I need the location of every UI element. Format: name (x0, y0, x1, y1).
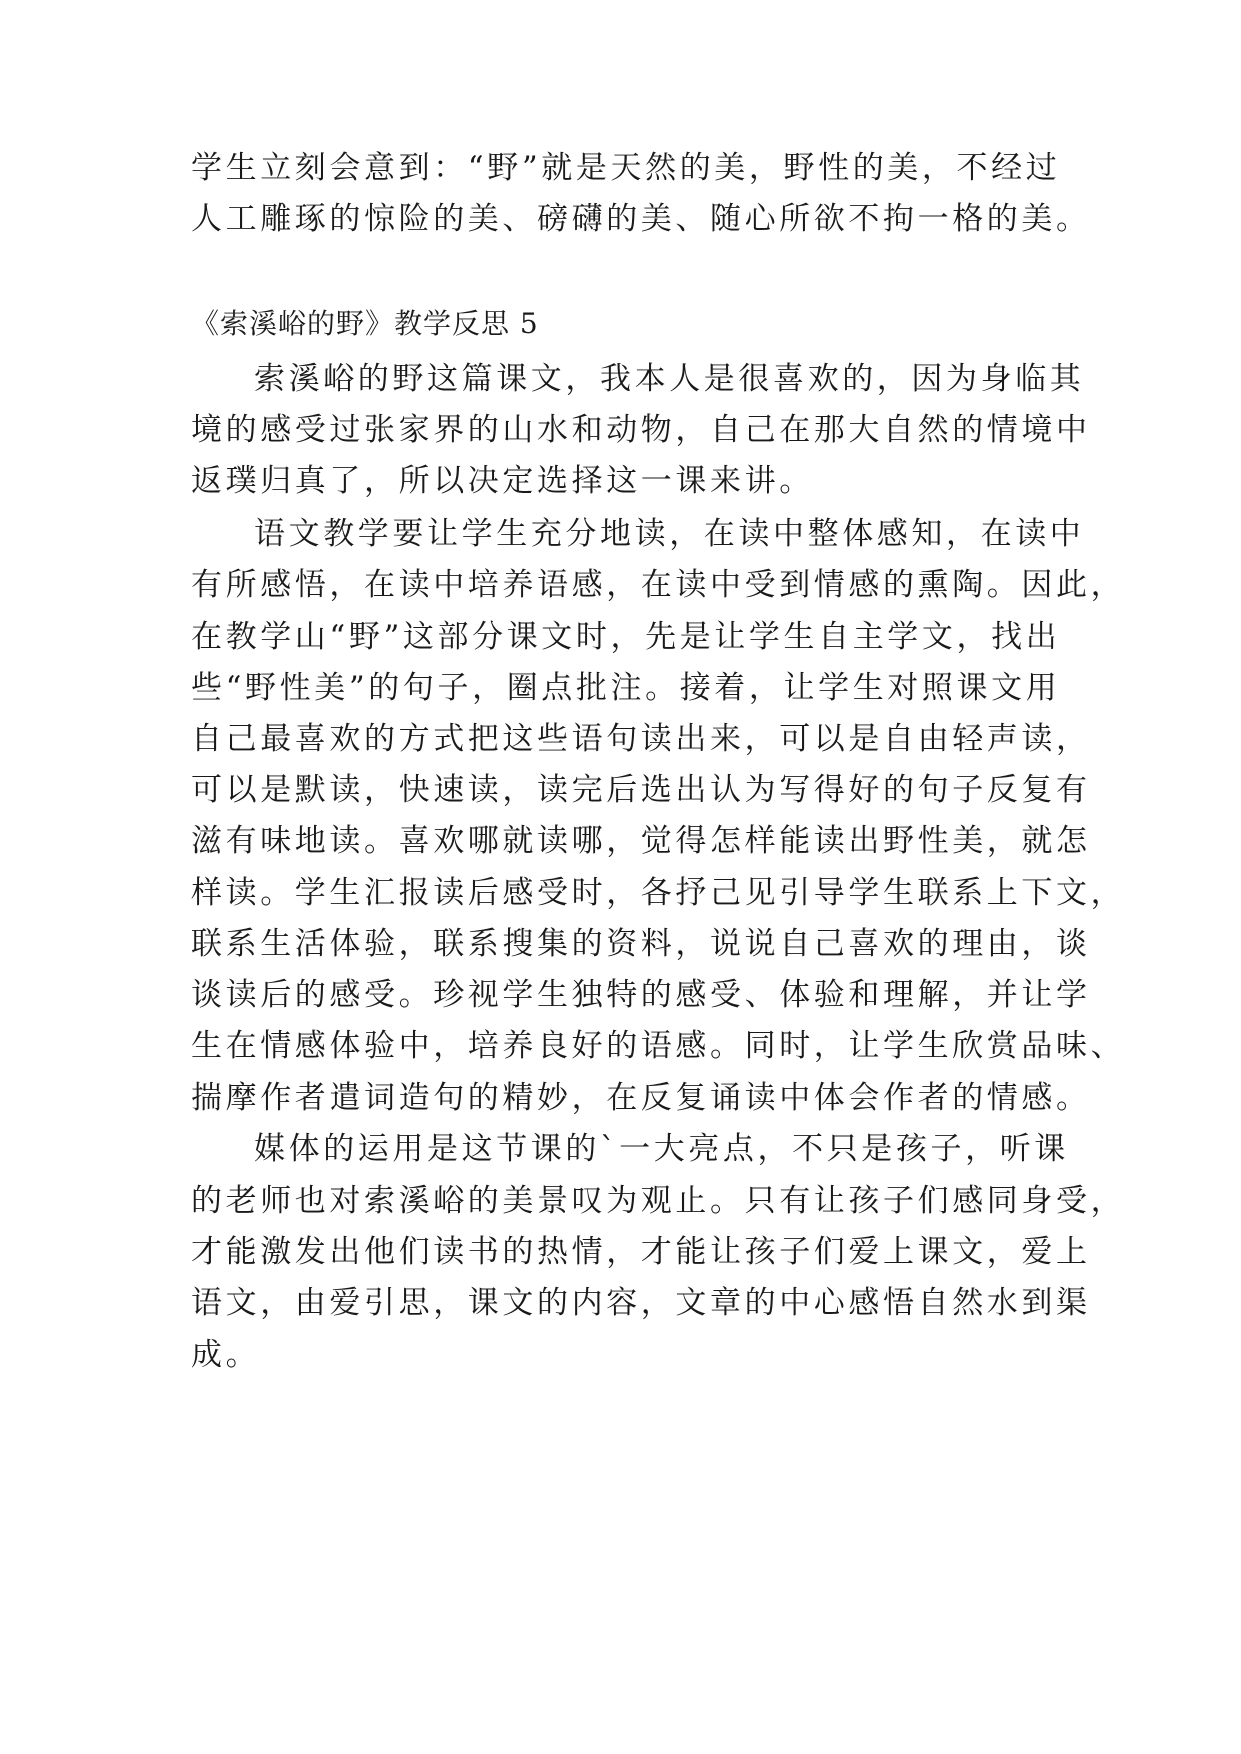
paragraph-line: 语文教学要让学生充分地读，在读中整体感知，在读中 (254, 516, 1085, 552)
paragraph-line: 返璞归真了，所以决定选择这一课来讲。 (191, 463, 814, 499)
paragraph-line: 有所感悟，在读中培养语感，在读中受到情感的熏陶。因此， (191, 567, 1126, 603)
paragraph-line: 境的感受过张家界的山水和动物，自己在那大自然的情境中 (191, 412, 1091, 448)
text-line: 人工雕琢的惊险的美、磅礴的美、随心所欲不拘一格的美。 (191, 201, 1091, 237)
paragraph-line: 自己最喜欢的方式把这些语句读出来，可以是自由轻声读， (191, 721, 1091, 757)
paragraph-line: 样读。学生汇报读后感受时，各抒己见引导学生联系上下文， (191, 875, 1126, 911)
paragraph-line: 可以是默读，快速读，读完后选出认为写得好的句子反复有 (191, 772, 1091, 808)
paragraph-line: 索溪峪的野这篇课文，我本人是很喜欢的，因为身临其 (254, 361, 1085, 397)
paragraph-line: 生在情感体验中，培养良好的语感。同时，让学生欣赏品味、 (191, 1028, 1126, 1064)
section-title: 《索溪峪的野》教学反思 5 (191, 307, 539, 340)
paragraph-line: 在教学山“野”这部分课文时，先是让学生自主学文，找出 (191, 619, 1061, 655)
paragraph-line: 谈读后的感受。珍视学生独特的感受、体验和理解，并让学 (191, 977, 1091, 1013)
paragraph-line: 成。 (191, 1337, 261, 1373)
paragraph-line: 才能激发出他们读书的热情，才能让孩子们爱上课文，爱上 (191, 1234, 1091, 1270)
paragraph-line: 联系生活体验，联系搜集的资料，说说自己喜欢的理由，谈 (191, 926, 1091, 962)
paragraph-line: 语文，由爱引思，课文的内容，文章的中心感悟自然水到渠 (191, 1285, 1091, 1321)
paragraph-line: 揣摩作者遣词造句的精妙，在反复诵读中体会作者的情感。 (191, 1080, 1091, 1116)
paragraph-line: 滋有味地读。喜欢哪就读哪，觉得怎样能读出野性美，就怎 (191, 823, 1091, 859)
paragraph-line: 的老师也对索溪峪的美景叹为观止。只有让孩子们感同身受， (191, 1183, 1126, 1219)
text-line: 学生立刻会意到：“野”就是天然的美，野性的美，不经过 (191, 150, 1061, 186)
paragraph-line: 媒体的运用是这节课的`一大亮点，不只是孩子，听课 (254, 1131, 1069, 1167)
paragraph-line: 些“野性美”的句子，圈点批注。接着，让学生对照课文用 (191, 670, 1061, 706)
